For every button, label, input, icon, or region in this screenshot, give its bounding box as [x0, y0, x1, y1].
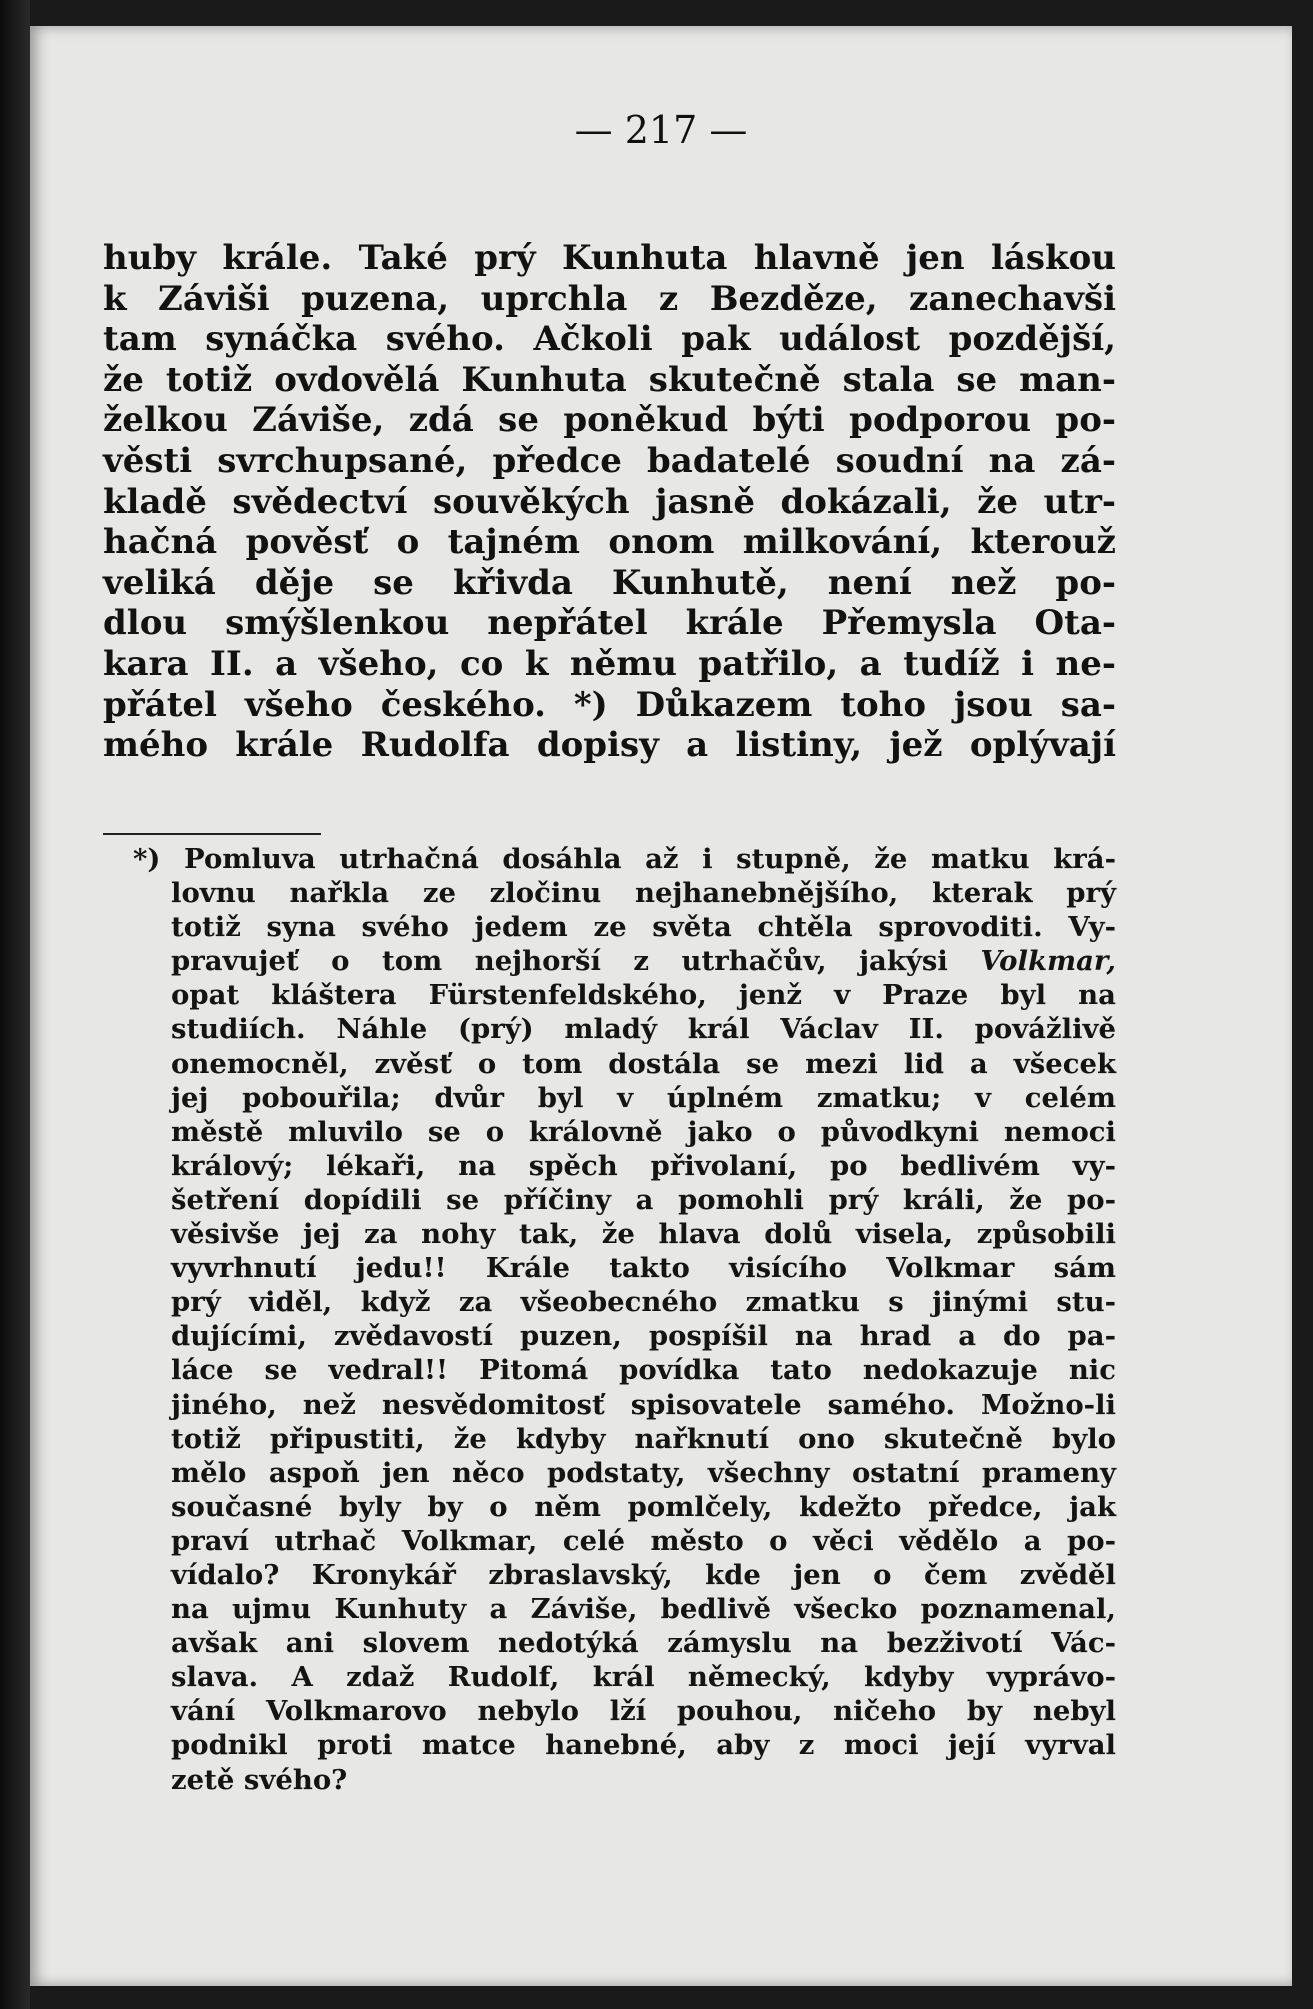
footnote-line: studiích. Náhle (prý) mladý král Václav II. povážlivě [171, 1013, 1116, 1046]
body-line: k Záviši puzena, uprchla z Bezděze, zanechavši [103, 278, 1116, 319]
footnote-line [103, 842, 1116, 876]
body-line: že totiž ovdovělá Kunhuta skutečně stala se man- [103, 359, 1116, 400]
footnote-line: jej pobouřila; dvůr byl v úplném zmatku; v celém [171, 1081, 1116, 1114]
footnote-line: podnikl proti matce hanebné, aby z moci její vyrval [171, 1729, 1116, 1762]
footnote-line: láce se vedral!! Pitomá povídka tato nedokazuje nic [171, 1354, 1116, 1387]
book-spine-shadow [0, 0, 30, 2009]
footnote-line: mělo aspoň jen něco podstaty, všechny ostatní prameny [171, 1456, 1116, 1489]
footnote-line: současné byly by o něm pomlčely, kdežto předce, jak [171, 1490, 1116, 1523]
footnote-line: vyvrhnutí jedu!! Krále takto visícího Volkmar sám [171, 1252, 1116, 1285]
body-line: přátel všeho českého. *) Důkazem toho jsou sa- [103, 684, 1116, 725]
footnote-line: totiž připustiti, že kdyby nařknutí ono skutečně bylo [171, 1422, 1116, 1455]
footnote-line: věsivše jej za nohy tak, že hlava dolů visela, způsobili [171, 1218, 1116, 1251]
footnote-line: městě mluvilo se o královně jako o původkyni nemoci [171, 1115, 1116, 1148]
footnote-line: jiného, než nesvědomitosť spisovatele samého. Možno-li [171, 1388, 1116, 1421]
footnote-line: slava. A zdaž Rudolf, král německý, kdyby vyprávo- [171, 1661, 1116, 1694]
body-line: kladě svědectví souvěkých jasně dokázali, že utr- [103, 481, 1116, 522]
book-page [30, 26, 1292, 1986]
footnote-line: avšak ani slovem nedotýká zámyslu na bezživotí Vác- [171, 1627, 1116, 1660]
page-number: — 217 — [574, 108, 748, 152]
footnote-line: vídalo? Kronykář zbraslavský, kde jen o čem zvěděl [171, 1558, 1116, 1591]
footnote [103, 842, 1116, 1797]
footnote-line-text: pravujeť o tom nejhorší z utrhačův, jakýsi [171, 945, 981, 978]
footnote-line: prý viděl, když za všeobecného zmatku s jinými stu- [171, 1286, 1116, 1319]
footnote-line: zetě svého? [171, 1763, 348, 1796]
body-line: mého krále Rudolfa dopisy a listiny, jež oplývají [103, 725, 1116, 766]
footnote-separator-rule [103, 833, 321, 835]
body-line: veliká děje se křivda Kunhutě, není než po- [103, 562, 1116, 603]
footnote-line: totiž syna svého jedem ze světa chtěla sprovoditi. Vy- [171, 911, 1116, 944]
body-line: huby krále. Také prý Kunhuta hlavně jen láskou [103, 238, 1116, 278]
footnote-line: opat kláštera Fürstenfeldského, jenž v Praze byl na [171, 979, 1116, 1012]
footnote-line: onemocněl, zvěsť o tom dostála se mezi lid a všecek [171, 1047, 1116, 1080]
body-line: želkou Záviše, zdá se poněkud býti podporou po- [103, 400, 1116, 441]
footnote-line: šetření dopídili se příčiny a pomohli prý králi, že po- [171, 1183, 1116, 1216]
body-line: tam synáčka svého. Ačkoli pak událost pozdější, [103, 319, 1116, 360]
footnote-line: vání Volkmarovo nebylo lží pouhou, ničeho by nebyl [171, 1695, 1116, 1728]
main-body-text [103, 238, 1116, 766]
footnote-marker: *) [133, 843, 161, 875]
body-line: dlou smýšlenkou nepřátel krále Přemysla Ota- [103, 603, 1116, 644]
footnote-line: dujícími, zvědavostí puzen, pospíšil na hrad a do pa- [171, 1320, 1116, 1353]
footnote-line-text: Pomluva utrhačná dosáhla až i stupně, že matku krá- [184, 843, 1116, 875]
body-line: hačná pověsť o tajném onom milkování, kterouž [103, 522, 1116, 563]
footnote-line: praví utrhač Volkmar, celé město o věci vědělo a po- [171, 1524, 1116, 1557]
footnote-line: na ujmu Kunhuty a Záviše, bedlivě všecko poznamenal, [171, 1593, 1116, 1626]
footnote-line: lovnu nařkla ze zločinu nejhanebnějšího, kterak prý [171, 877, 1116, 910]
footnote-line: králový; lékaři, na spěch přivolaní, po bedlivém vy- [171, 1149, 1116, 1182]
body-line: kara II. a všeho, co k němu patřilo, a tudíž i ne- [103, 643, 1116, 684]
footnote-line [103, 944, 1116, 978]
footnote-italic-name: Volkmar, [980, 945, 1116, 978]
body-line: věsti svrchupsané, předce badatelé soudní na zá- [103, 440, 1116, 481]
